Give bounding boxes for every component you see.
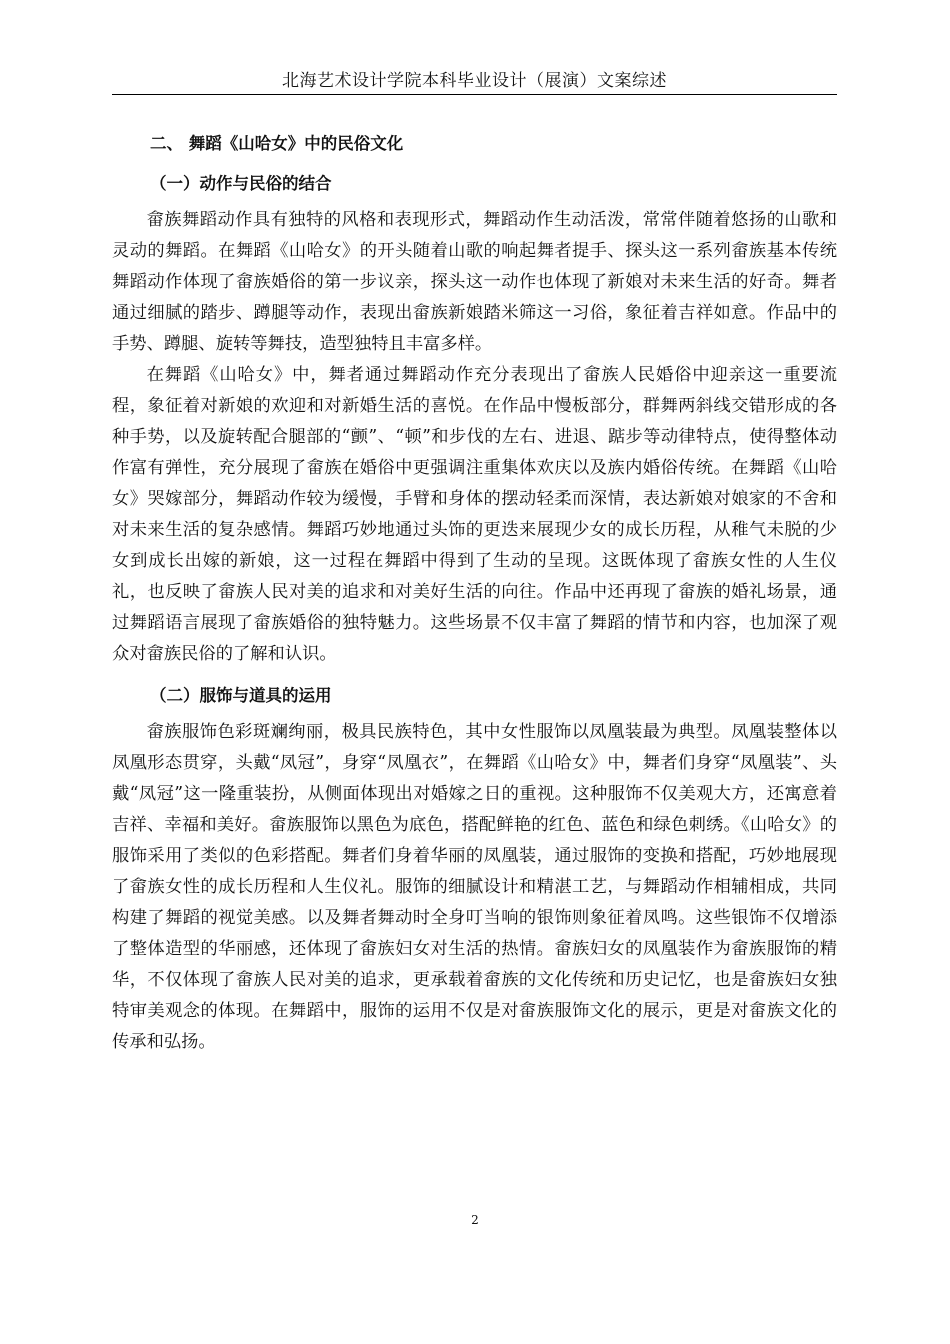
paragraph: 在舞蹈《山哈女》中，舞者通过舞蹈动作充分表现出了畲族人民婚俗中迎亲这一重要流程，象征着对新娘的欢迎和对新婚生活的喜悦。在作品中慢板部分，群舞两斜线交错形成的各种手势，以及旋转配合腿部的“颤”、“顿”和步伐的左右、进退、踮步等动律特点，使得整体动作富有弹性，充分展现了畲族在婚俗中更强调注重集体欢庆以及族内婚俗传统。在舞蹈《山哈女》哭嫁部分，舞蹈动作较为缓慢，手臂和身体的摆动轻柔而深情，表达新娘对娘家的不舍和对未来生活的复杂感情。舞蹈巧妙地通过头饰的更迭来展现少女的成长历程，从稚气未脱的少女到成长出嫁的新娘，这一过程在舞蹈中得到了生动的呈现。这既体现了畲族女性的人生仪礼，也反映了畲族人民对美的追求和对美好生活的向往。作品中还再现了畲族的婚礼场景，通过舞蹈语言展现了畲族婚俗的独特魅力。这些场景不仅丰富了舞蹈的情节和内容，也加深了观众对畲族民俗的了解和认识。 [112, 365, 837, 664]
running-header: 北海艺术设计学院本科毕业设计（展演）文案综述 [282, 71, 667, 91]
paragraph: 畲族服饰色彩斑斓绚丽，极具民族特色，其中女性服饰以凤凰装最为典型。凤凰装整体以凤凰形态贯穿，头戴“凤冠”，身穿“凤凰衣”，在舞蹈《山哈女》中，舞者们身穿“凤凰装”、头戴“凤冠”这一隆重装扮，从侧面体现出对婚嫁之日的重视。这种服饰不仅美观大方，还寓意着吉祥、幸福和美好。畲族服饰以黑色为底色，搭配鲜艳的红色、蓝色和绿色刺绣。《山哈女》的服饰采用了类似的色彩搭配。舞者们身着华丽的凤凰装，通过服饰的变换和搭配，巧妙地展现了畲族女性的成长历程和人生仪礼。服饰的细腻设计和精湛工艺，与舞蹈动作相辅相成，共同构建了舞蹈的视觉美感。以及舞者舞动时全身叮当响的银饰则象征着凤鸣。这些银饰不仅增添了整体造型的华丽感，还体现了畲族妇女对生活的热情。畲族妇女的凤凰装作为畲族服饰的精华，不仅体现了畲族人民对美的追求，更承载着畲族的文化传统和历史记忆，也是畲族妇女独特审美观念的体现。在舞蹈中，服饰的运用不仅是对畲族服饰文化的展示，更是对畲族文化的传承和弘扬。 [112, 722, 837, 1052]
paragraph: 畲族舞蹈动作具有独特的风格和表现形式，舞蹈动作生动活泼，常常伴随着悠扬的山歌和灵动的舞蹈。在舞蹈《山哈女》的开头随着山歌的响起舞者提手、探头这一系列畲族基本传统舞蹈动作体现了畲族婚俗的第一步议亲，探头这一动作也体现了新娘对未来生活的好奇。舞者通过细腻的踏步、蹲腿等动作，表现出畲族新娘踏米筛这一习俗，象征着吉祥如意。作品中的手势、蹲腿、旋转等舞技，造型独特且丰富多样。 [112, 210, 837, 354]
page-body [112, 130, 837, 1058]
subsection-heading-2: （二）服饰与道具的运用 [150, 686, 332, 705]
header-rule [112, 94, 837, 95]
subsection-heading-1: （一）动作与民俗的结合 [150, 174, 332, 193]
page-number: 2 [471, 1213, 479, 1227]
section-heading: 二、 舞蹈《山哈女》中的民俗文化 [150, 134, 404, 153]
